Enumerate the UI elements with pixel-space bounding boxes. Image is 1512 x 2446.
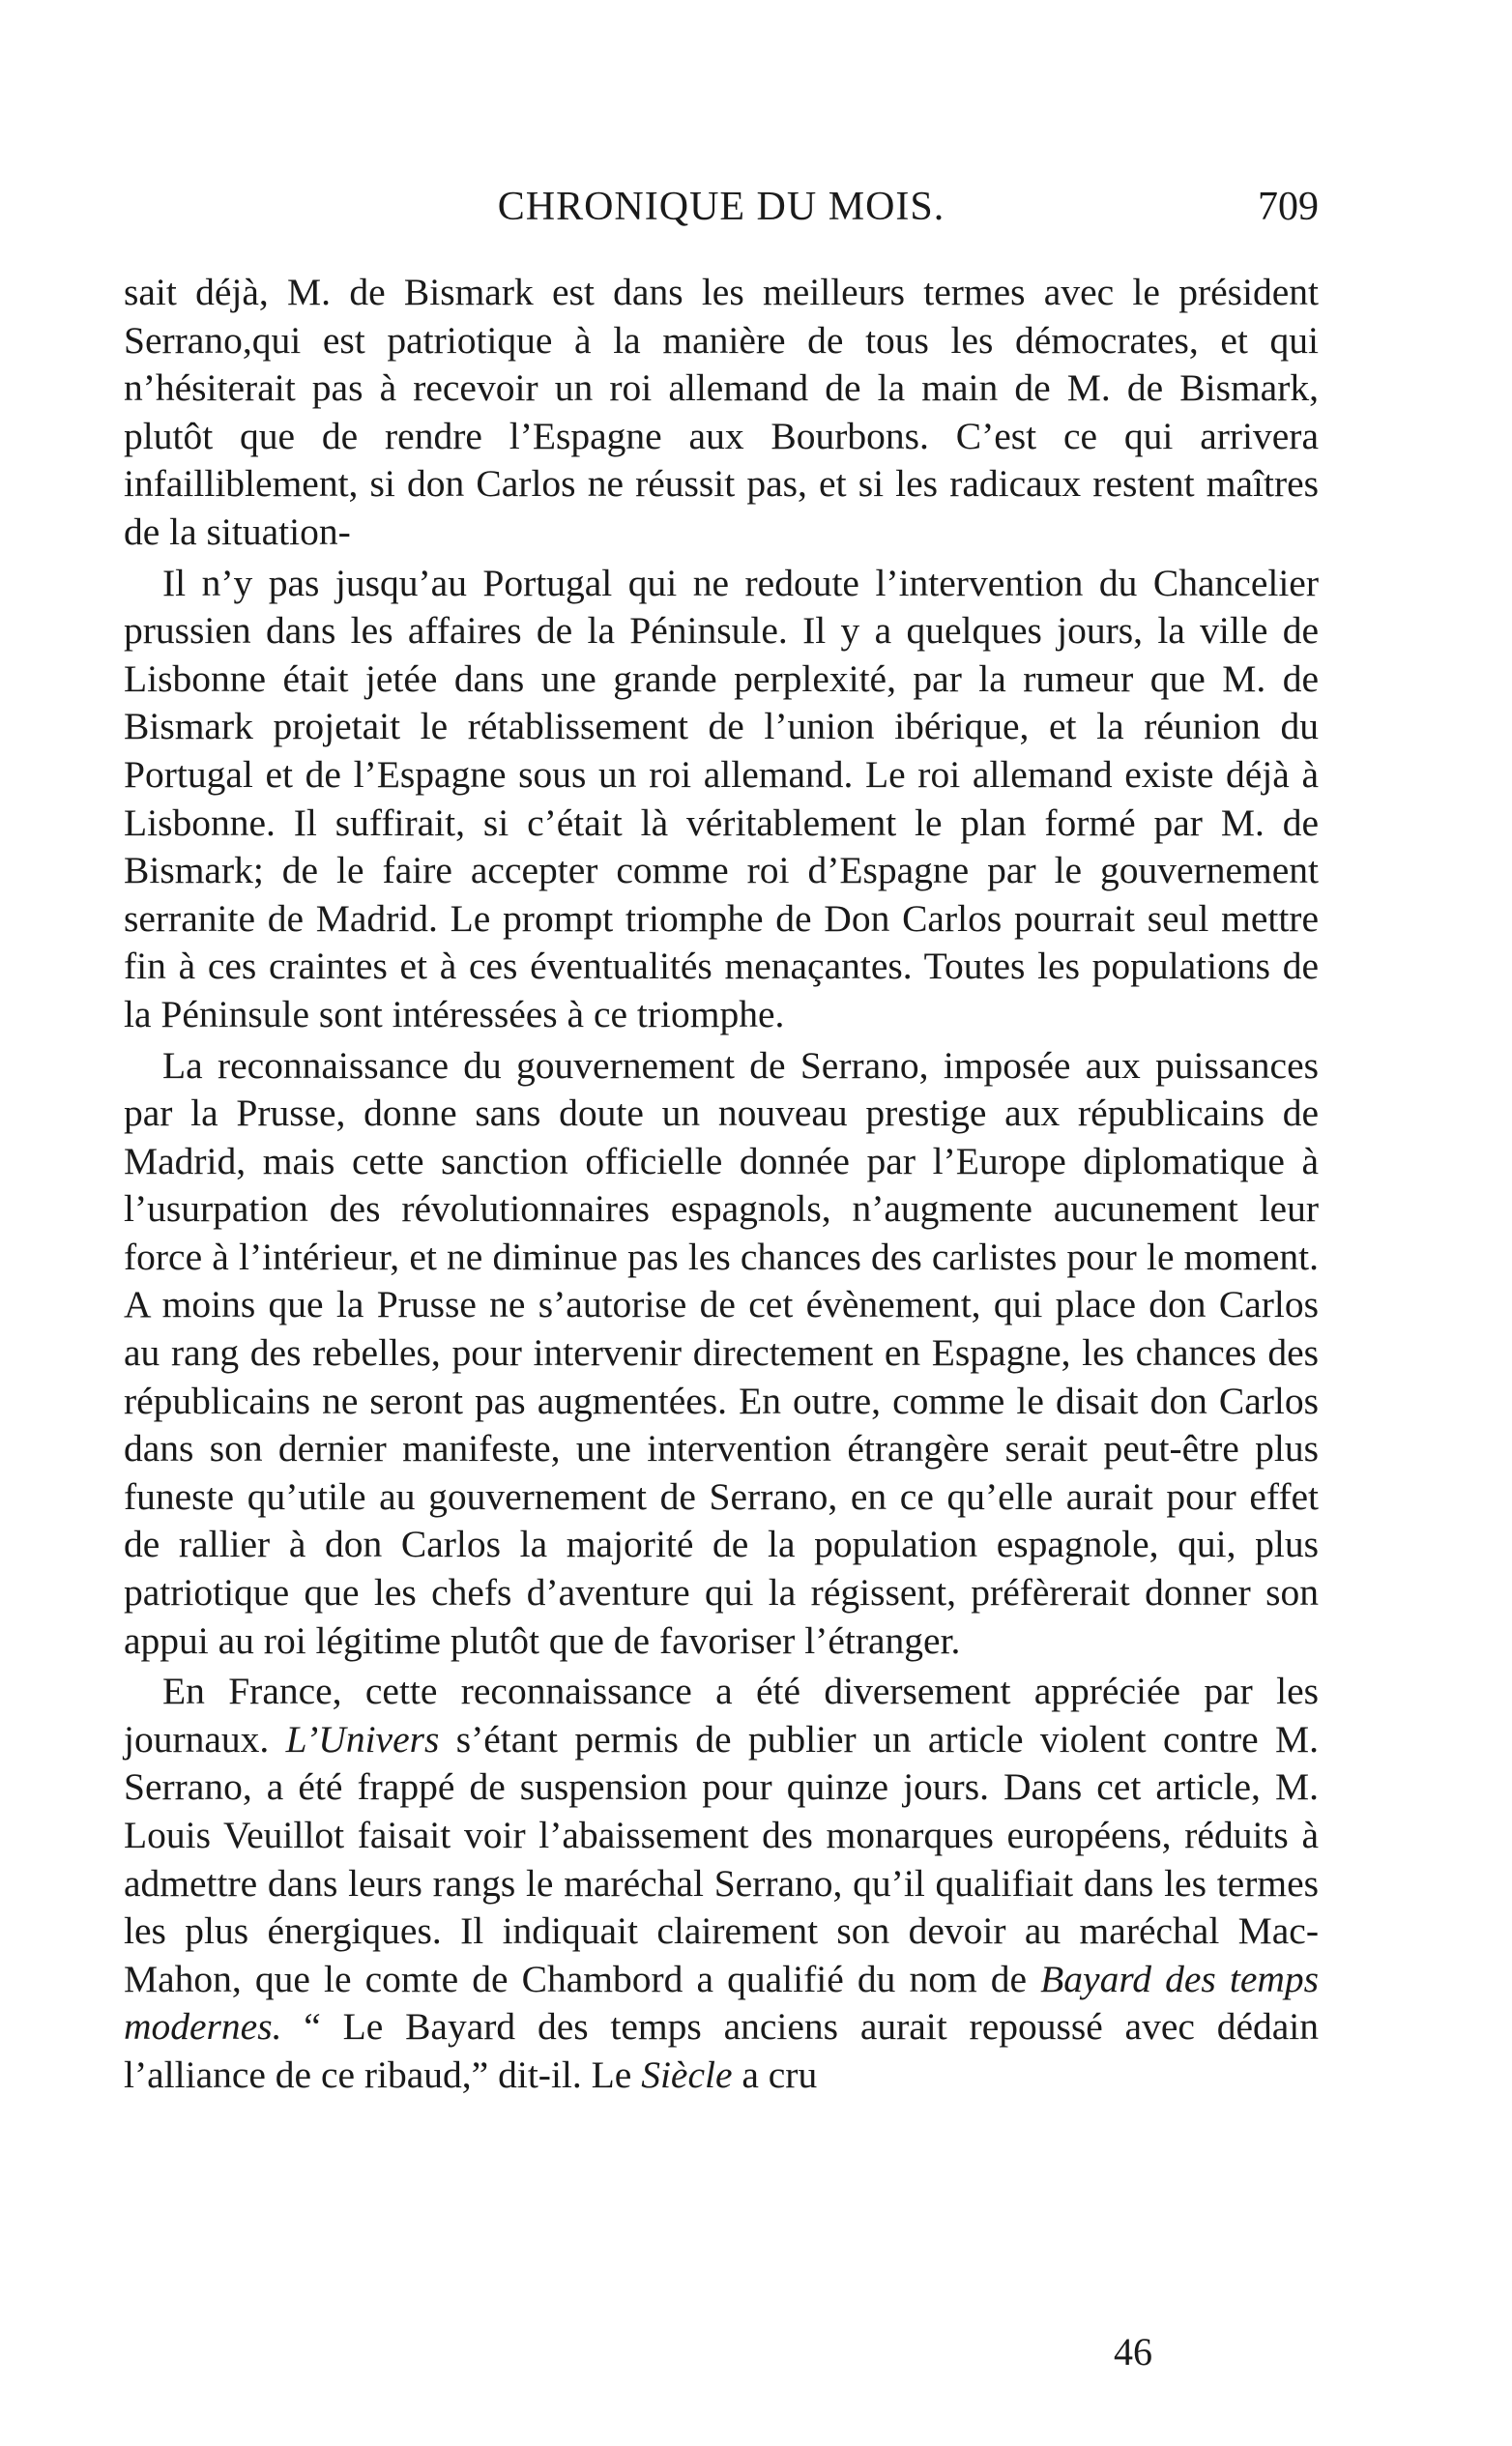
univers-title: L’Univers <box>285 1717 440 1761</box>
page-header <box>124 184 1319 253</box>
paragraph-3: La reconnaissance du gouvernement de Serrano, imposée aux puissances par la Prusse, donne sans doute un nouveau prestige aux républicains de Madrid, mais cette sanction officielle donnée par l’Europe diplomatique à l’usurpation des révolutionnaires espagnols, n’augmente aucunement leur force à l’intérieur, et ne diminue pas les chances des carlistes pour le moment. A moins que la Prusse ne s’autorise de cet évènement, qui place don Carlos au rang des rebelles, pour intervenir directement en Espagne, les chances des républicains ne seront pas augmentées. En outre, comme le disait don Carlos dans son dernier manifeste, une intervention étrangère serait peut-être plus funeste qu’utile au gouvernement de Serrano, en ce qu’elle aurait pour effet de rallier à don Carlos la majorité de la population espagnole, qui, plus patriotique que les chefs d’aventure qui la régissent, préfèrerait donner son appui au roi légitime plutôt que de favoriser l’étranger. <box>124 1043 1319 1662</box>
paragraph-4 <box>124 1668 1319 2099</box>
paragraph-4-text-a: En France, cette reconnaissance a été diversement appréciée par les journaux. <box>124 1670 1319 1761</box>
paragraph-1: sait déjà, M. de Bismark est dans les meilleurs termes avec le président Serrano,qui est patriotique à la manière de tous les démocrates, et qui n’hésiterait pas à recevoir un roi allemand de la main de M. de Bismark, plutôt que de rendre l’Espagne aux Bourbons. C’est ce qui arrivera infailliblement, si don Carlos ne réussit pas, et si les radicaux restent maîtres de la situation- <box>124 271 1319 553</box>
signature-mark: 46 <box>1114 2330 1152 2373</box>
paragraph-4-text-c: “ Le Bayard des temps anciens aurait repoussé avec dédain l’alliance de ce ribaud,” dit-il. Le <box>124 2005 1319 2096</box>
paragraph-4-text-d: a cru <box>732 2053 818 2096</box>
paragraph-4-text-b: s’étant permis de publier un article violent contre M. Serrano, a été frappé de suspension pour quinze jours. Dans cet article, M. Louis Veuillot faisait voir l’abaissement des monarques européens, réduits à admettre dans leurs rangs le maréchal Serrano, qu’il qualifiait dans les termes les plus énergiques. Il indiquait clairement son devoir au maréchal Mac-Mahon, que le comte de Chambord a qualifié du nom de <box>124 1717 1319 2000</box>
page-number: 709 <box>1258 185 1319 229</box>
siecle-title: Siècle <box>641 2053 733 2096</box>
running-head: CHRONIQUE DU MOIS. <box>497 185 945 229</box>
body-text <box>124 269 1319 2100</box>
bayard-quote: Bayard des temps modernes. <box>124 1957 1319 2049</box>
paragraph-2: Il n’y pas jusqu’au Portugal qui ne redoute l’intervention du Chancelier prussien dans les affaires de la Péninsule. Il y a quelques jours, la ville de Lisbonne était jetée dans une grande perplexité, par la rumeur que M. de Bismark projetait le rétablissement de l’union ibérique, et la réunion du Portugal et de l’Espagne sous un roi allemand. Le roi allemand existe déjà à Lisbonne. Il suffirait, si c’était là véritablement le plan formé par M. de Bismark; de le faire accepter comme roi d’Espagne par le gouvernement serranite de Madrid. Le prompt triomphe de Don Carlos pourrait seul mettre fin à ces craintes et à ces éventualités menaçantes. Toutes les populations de la Péninsule sont intéressées à ce triomphe. <box>124 561 1319 1035</box>
